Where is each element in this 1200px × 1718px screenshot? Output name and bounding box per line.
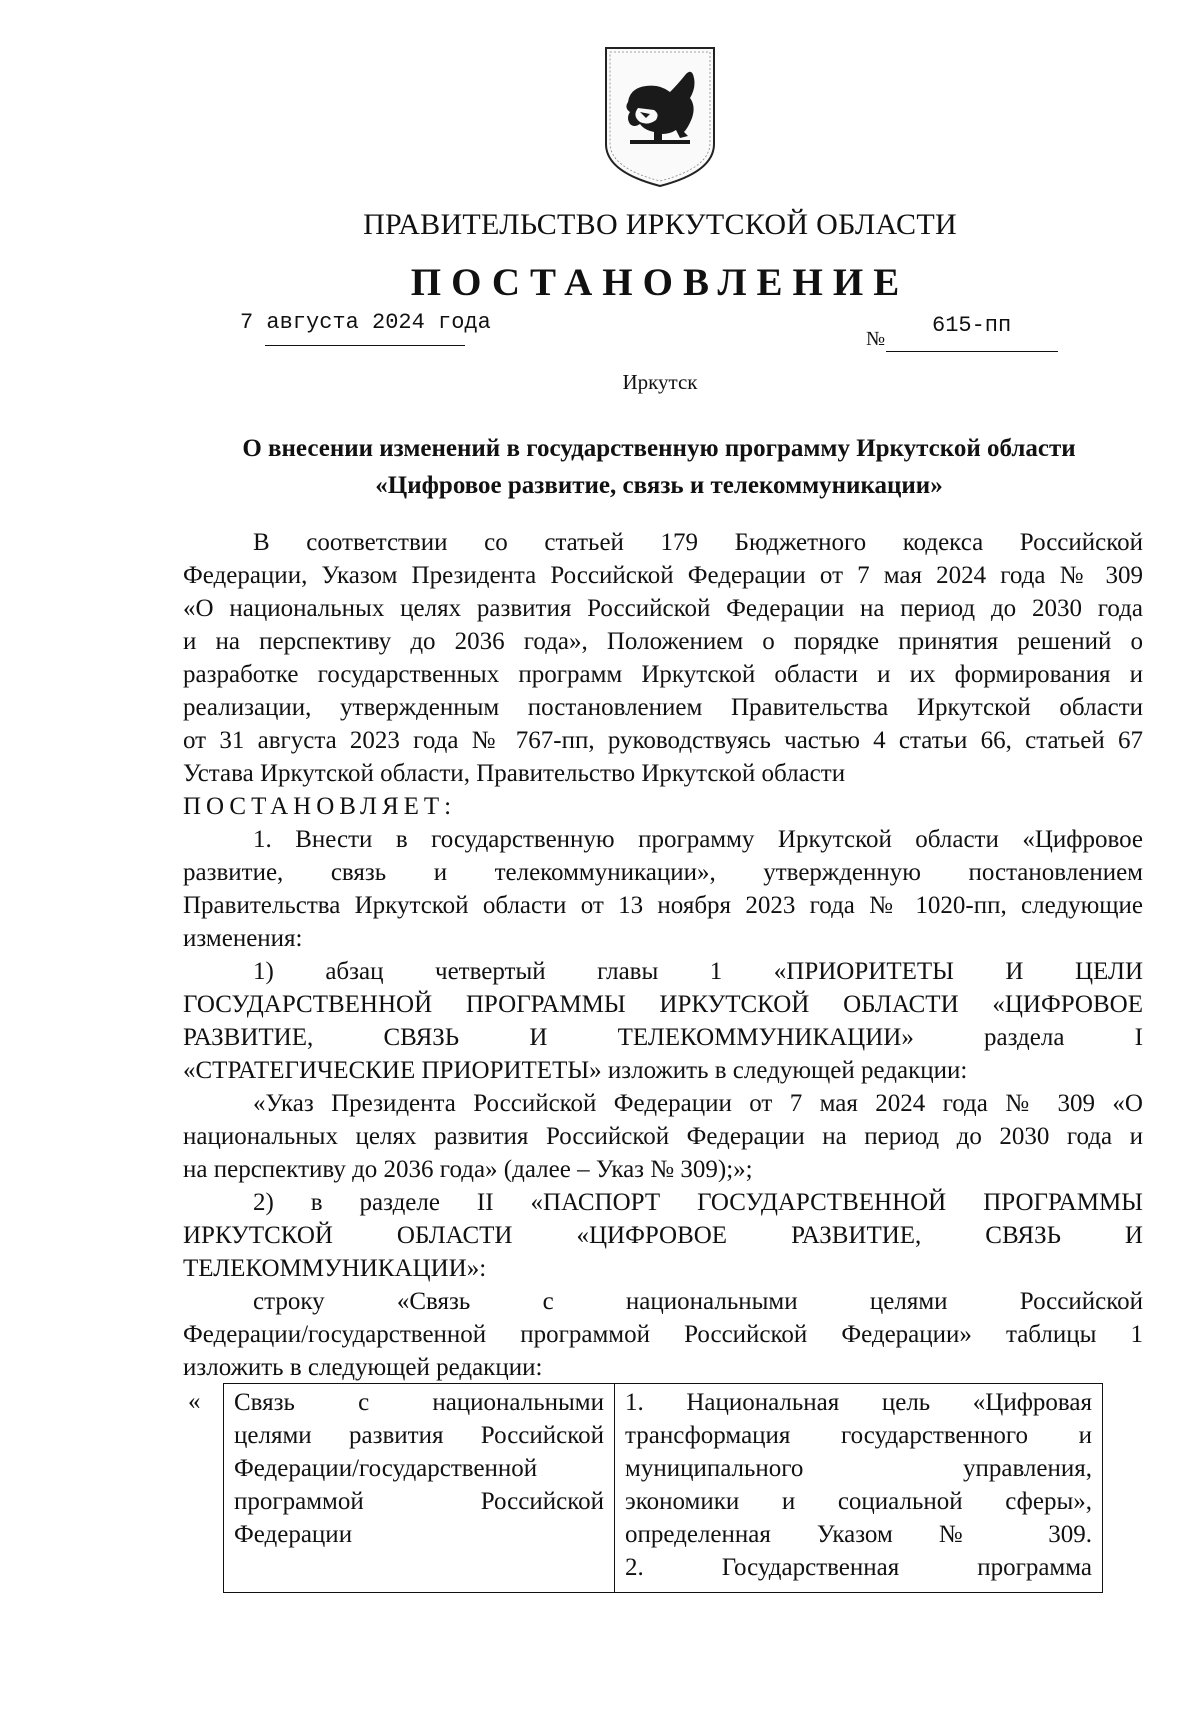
resolves-word: ПОСТАНОВЛЯЕТ: — [183, 793, 457, 820]
subject-line: О внесении изменений в государственную программу Иркутской области — [242, 435, 1076, 462]
date-underline — [265, 345, 465, 346]
cell-line: Федерации/государственной — [234, 1455, 538, 1482]
paragraph-item-1 — [183, 823, 1143, 955]
paragraph-preamble — [183, 526, 1143, 790]
text-line: «СТРАТЕГИЧЕСКИЕ ПРИОРИТЕТЫ» изложить в следующей редакции: — [183, 1057, 968, 1084]
text-line: РАЗВИТИЕ, СВЯЗЬ И ТЕЛЕКОММУНИКАЦИИ» раздела I — [183, 1024, 1143, 1051]
document-subject — [185, 430, 1133, 504]
document-type-title: ПОСТАНОВЛЕНИЕ — [410, 261, 910, 304]
number-underline — [886, 351, 1058, 352]
cell-line: определенная Указом № 309. — [625, 1521, 1092, 1548]
number-sign: № — [866, 328, 886, 350]
text-line: «Указ Президента Российской Федерации от 7 мая 2024 года № 309 «О — [253, 1090, 1143, 1117]
text-line: строку «Связь с национальными целями Российской — [253, 1288, 1143, 1315]
text-line: ГОСУДАРСТВЕННОЙ ПРОГРАММЫ ИРКУТСКОЙ ОБЛАСТИ «ЦИФРОВОЕ — [183, 991, 1143, 1018]
cell-line: программой Российской — [234, 1488, 604, 1515]
document-number: 615-пп — [932, 313, 1012, 338]
program-table — [223, 1383, 1103, 1593]
table-open-quote: « — [188, 1388, 201, 1415]
document-date: 7 августа 2024 года — [240, 310, 491, 335]
document-body — [183, 526, 1143, 1384]
table-cell-label — [224, 1384, 615, 1593]
cell-line: Связь с национальными — [234, 1389, 604, 1416]
paragraph-quote — [183, 1087, 1143, 1186]
cell-line: трансформация государственного и — [625, 1422, 1092, 1449]
table-cell-value — [615, 1384, 1103, 1593]
paragraph-row-instruction — [183, 1285, 1143, 1384]
text-line: изложить в следующей редакции: — [183, 1354, 543, 1381]
text-line: и на перспективу до 2036 года», Положением о порядке принятия решений о — [183, 628, 1143, 655]
paragraph-subitem-2 — [183, 1186, 1143, 1285]
text-line: Правительства Иркутской области от 13 ноября 2023 года № 1020-пп, следующие — [183, 892, 1143, 919]
cell-line: экономики и социальной сферы», — [625, 1488, 1092, 1515]
text-line: разработке государственных программ Иркутской области и их формирования и — [183, 661, 1143, 688]
text-line: 1. Внести в государственную программу Иркутской области «Цифровое — [253, 826, 1143, 853]
text-line: Федерации/государственной программой Российской Федерации» таблицы 1 — [183, 1321, 1143, 1348]
text-line: 1) абзац четвертый главы 1 «ПРИОРИТЕТЫ И ЦЕЛИ — [253, 958, 1143, 985]
text-line: В соответствии со статьей 179 Бюджетного кодекса Российской — [253, 529, 1143, 556]
table-row — [224, 1384, 1103, 1593]
text-line: ТЕЛЕКОММУНИКАЦИИ»: — [183, 1255, 487, 1282]
text-line: реализации, утвержденным постановлением Правительства Иркутской области — [183, 694, 1143, 721]
government-name: ПРАВИТЕЛЬСТВО ИРКУТСКОЙ ОБЛАСТИ — [363, 208, 957, 241]
document-city: Иркутск — [622, 370, 698, 394]
text-line: национальных целях развития Российской Федерации на период до 2030 года и — [183, 1123, 1143, 1150]
cell-line: муниципального управления, — [625, 1455, 1092, 1482]
cell-line: Федерации — [234, 1521, 353, 1548]
text-line: развитие, связь и телекоммуникации», утвержденную постановлением — [183, 859, 1143, 886]
paragraph-subitem-1 — [183, 955, 1143, 1087]
coat-of-arms-emblem — [600, 44, 720, 190]
text-line: Устава Иркутской области, Правительство Иркутской области — [183, 760, 846, 787]
text-line: «О национальных целях развития Российской Федерации на период до 2030 года — [183, 595, 1143, 622]
cell-line: 1. Национальная цель «Цифровая — [625, 1389, 1092, 1416]
text-line: ИРКУТСКОЙ ОБЛАСТИ «ЦИФРОВОЕ РАЗВИТИЕ, СВЯЗЬ И — [183, 1222, 1143, 1249]
cell-line: 2. Государственная программа — [625, 1554, 1092, 1581]
text-line: изменения: — [183, 925, 303, 952]
subject-line: «Цифровое развитие, связь и телекоммуникации» — [375, 472, 943, 499]
text-line: на перспективу до 2036 года» (далее – Указ № 309);»; — [183, 1156, 753, 1183]
cell-line: целями развития Российской — [234, 1422, 604, 1449]
text-line: 2) в разделе II «ПАСПОРТ ГОСУДАРСТВЕННОЙ ПРОГРАММЫ — [253, 1189, 1143, 1216]
text-line: от 31 августа 2023 года № 767-пп, руководствуясь частью 4 статьи 66, статьей 67 — [183, 727, 1143, 754]
text-line: Федерации, Указом Президента Российской Федерации от 7 мая 2024 года № 309 — [183, 562, 1143, 589]
